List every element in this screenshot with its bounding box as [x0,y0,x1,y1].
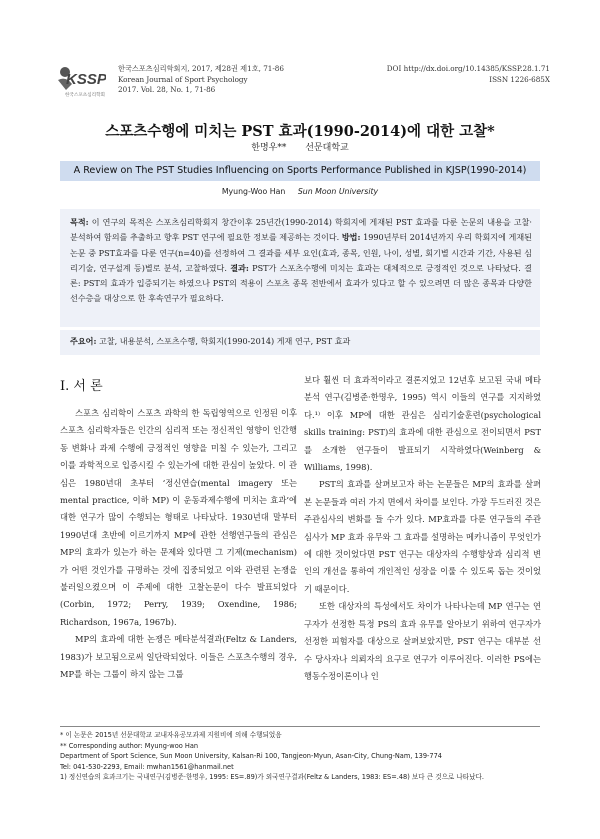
footnotes [60,730,550,783]
logo-subtext: 한국스포츠심리학회 [65,93,105,98]
journal-name-kr: 한국스포츠심리학회지, 2017, 제28권 제1호, 71-86 [118,64,284,73]
footnote-contact: Tel: 041-530-2293, Email: mwhan1561@hanmail.net [60,762,234,771]
abstract [70,215,532,307]
english-author-line [0,187,600,196]
abstract-method-label: 방법: [341,232,361,243]
english-affiliation: Sun Moon University [297,187,379,196]
footnote-divider [60,726,540,727]
journal-info [118,64,284,96]
body-paragraph: 또한 대상자의 특성에서도 차이가 나타나는데 MP 연구는 연구자가 선정한 특정 PS의 효과 유무를 알아보기 위하여 연구자가 선정한 피험자를 대상으로 살펴보았지만, PST 연구는 대부분 선수 당사자나 의뢰자의 요구로 연구가 이루어진다. 이러한 PS에는 행동수정이론이나 인 [304,601,541,681]
body-paragraph: MP의 효과에 대한 논쟁은 메타분석결과(Feltz & Landers, 1983)가 보고됨으로써 일단락되었다. 이들은 스포츠수행의 경우, MP를 하는 그룹이 하지 않는 그룹 [60,634,297,680]
keywords-label: 주요어: [70,336,97,346]
issn: ISSN 1226-685X [489,74,550,84]
author-name: 한명우** [251,143,287,153]
abstract-result-label: 결과: [230,262,249,273]
english-title: A Review on The PST Studies Influencing on Sports Performance Published in KJSP(1990-2014) [73,165,527,176]
footnote-funding: * 이 논문은 2015년 선문대학교 교내자유공모과제 지원비에 의해 수행되었음 [60,731,282,739]
footnote-corresponding: ** Corresponding author: Myung-woo Han [60,741,199,750]
abstract-result-text: PST가 스포츠수행에 미치는 효과는 대체적으로 긍정적인 것으로 나타났다. 결론: PST의 효과가 입증되기는 하였으나 PST의 적용이 스포츠 종목 전반에서 효과가 있다고 할 수 있으려면 더 많은 종목과 다양한 선수층을 대상으로 한 후속연구가 필요하다. [70,262,532,304]
doi-info [387,64,550,85]
abstract-purpose-text: 이 연구의 목적은 스포츠심리학회지 창간이후 25년간(1990-2014) 학회지에 게재된 PST 효과를 다룬 논문의 내용을 고찰·분석하여 함의를 추출하고 향후 PST 연구에 필요한 정보를 제공하는 것이다. [70,217,532,243]
body-paragraph: PST의 효과를 살펴보고자 하는 논문들은 MP의 효과를 살펴본 논문들과 여러 가지 면에서 차이를 보인다. 가장 두드러진 것은 주관심사의 변화를 들 수가 있다. MP효과를 다룬 연구들의 주관심사가 MP 효과 유무와 그 효과를 설명하는 메카니즘이 무엇인가에 대한 것이었다면 PST 연구는 대상자의 수행향상과 심리적 변인의 개선을 통하여 개인적인 성장을 이룰 수 있도록 돕는 것이었기 때문이다. [304,479,541,594]
author-affiliation: 선문대학교 [305,143,349,153]
keywords-text: 고찰, 내용분석, 스포츠수행, 학회지(1990-2014) 게재 연구, PST 효과 [96,336,351,346]
journal-volume-en: 2017. Vol. 28, No. 1, 71-86 [118,85,216,94]
abstract-method-text: 1990년부터 2014년까지 우리 학회지에 게재된 논문 중 PST효과를 다룬 연구(n=40)를 선정하여 그 결과를 세부 요인(효과, 종목, 인원, 나이, 성별, 회기별 시간과 기간, 사용된 심리기술, 연구설계 등)별로 분석, 고찰하였다. [70,232,533,273]
author-line [0,140,600,153]
footnote-1: 1) 정신연습의 효과크기는 국내연구(김병준·한명우, 1995: ES=.89)가 외국연구결과(Feltz & Landers, 1983: ES=.48) 보다 큰 것으로 나타났다. [60,773,484,782]
footnote-address: Department of Sport Science, Sun Moon University, Kalsan-Ri 100, Tangjeon-Myun, Asan-City, Chung-Nam, 139-774 [60,752,442,761]
doi-link[interactable]: DOI http://dx.doi.org/10.14385/KSSP.28.1.71 [386,64,550,73]
body-paragraph: 보다 훨씬 더 효과적이라고 결론지었고 12년후 보고된 국내 메타분석 연구(김병준·한명우, 1995) 역시 이들의 연구를 지지하였다.¹⁾ 이후 MP에 대한 관심은 심리기술훈련(psychological skills training: PST)의 효과에 대한 관심으로 전이되면서 PST를 소개한 연구들이 발표되기 시작하였다(Weinberg & Williams, 1998). [304,375,541,473]
section-heading: I. 서 론 [60,379,103,394]
logo-text: KSSP [66,71,106,88]
journal-logo [52,60,106,104]
keywords [70,336,350,347]
abstract-purpose-label: 목적: [70,217,89,227]
left-column [60,405,297,684]
right-column [304,372,541,685]
journal-name-en: Korean Journal of Sport Psychology [118,74,248,84]
english-author-name: Myung-Woo Han [221,187,286,196]
paper-title: 스포츠수행에 미치는 PST 효과(1990-2014)에 대한 고찰* [105,123,495,140]
body-paragraph: 스포츠 심리학이 스포츠 과학의 한 독립영역으로 인정된 이후 스포츠 심리학자들은 인간의 심리적 또는 정신적인 영향이 인간행동 변화나 과제 수행에 긍정적인 영향을 미칠 수 있는가, 그리고 이를 과학적으로 입증시킬 수 있는가에 대한 관심이 높았다. 이 관심은 1980년대 초부터 ‘정신연습(mental imagery 또는 mental practice, 이하 MP) 이 운동과제수행에 미치는 효과’에 대한 연구가 많이 수행되는 형태로 나타났다. 1930년대 말부터 1990년대 초반에 이르기까지 MP에 관한 선행연구들의 관심은 MP의 효과가 있는가 하는 문제와 있다면 그 기제(mechanism)가 어떤 것인가를 규명하는 것에 집중되었고 이와 관련된 논쟁을 불러일으켰으며 이 주제에 대한 고찰논문이 다수 발표되었다(Corbin, 1972; Perry, 1939; Oxendine, 1986; Richardson, 1967a, 1967b). [60,408,297,627]
